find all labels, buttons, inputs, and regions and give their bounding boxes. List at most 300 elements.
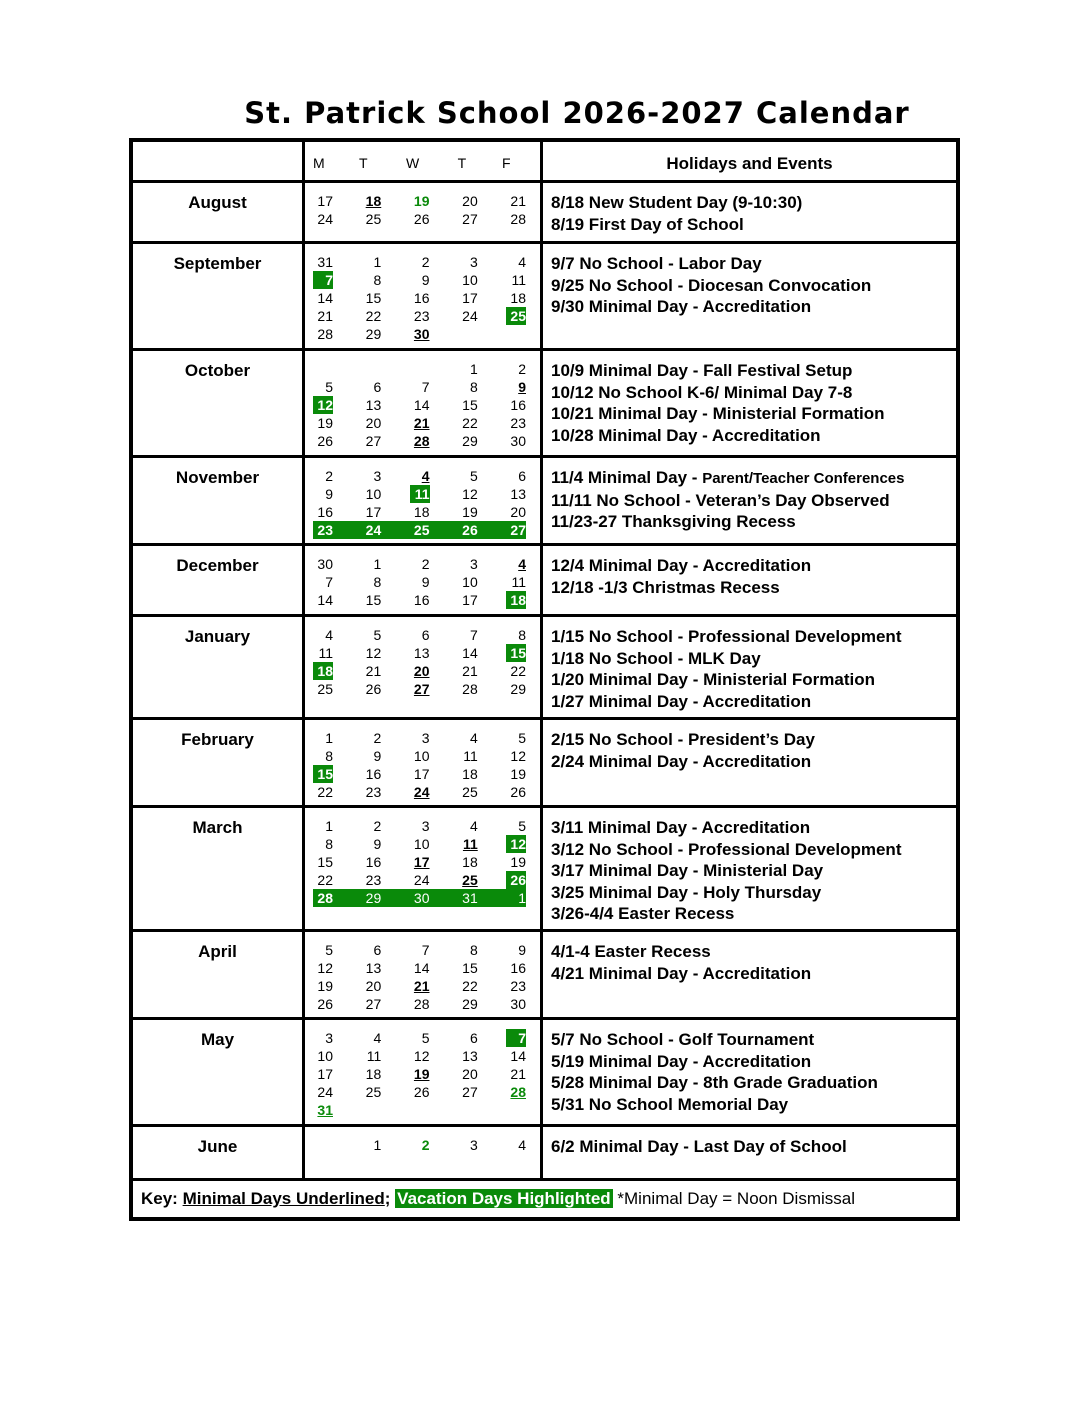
day: 16 [317, 504, 333, 520]
day: 5 [421, 1030, 430, 1046]
events-list [543, 546, 956, 614]
day: 2 [373, 818, 382, 834]
month-days [305, 1127, 543, 1178]
month-header-cell [133, 142, 305, 180]
month-days [305, 808, 543, 929]
day: 10 [413, 748, 430, 764]
events-list [543, 720, 956, 805]
day: 8 [518, 627, 526, 643]
day: 10 [413, 836, 430, 852]
events-list [543, 808, 956, 929]
day: 12 [313, 396, 333, 414]
day: 21 [413, 415, 430, 431]
day: 24 [462, 308, 478, 324]
day: 4 [518, 254, 526, 270]
day: 24 [413, 784, 430, 800]
event: 10/28 Minimal Day - Accreditation [551, 425, 821, 445]
day: 12 [365, 645, 382, 661]
event: 3/17 Minimal Day - Ministerial Day [551, 861, 824, 880]
day: 19 [317, 415, 333, 431]
day: 31 [317, 254, 333, 270]
day: 17 [317, 193, 333, 209]
month-days [305, 351, 543, 455]
day: 3 [325, 1030, 333, 1046]
day: 28 [317, 890, 333, 906]
day: 1 [373, 254, 382, 270]
day: 27 [365, 996, 382, 1012]
day: 17 [462, 592, 478, 608]
day: 30 [317, 556, 333, 572]
day: 16 [510, 397, 526, 413]
page-title: St. Patrick School 2026-2027 Calendar [244, 96, 910, 130]
day: 8 [469, 942, 478, 958]
day: 9 [518, 379, 526, 395]
day: 15 [506, 644, 526, 662]
month-days [305, 932, 543, 1017]
day: 23 [510, 978, 526, 994]
event: 12/18 -1/3 Christmas Recess [551, 577, 780, 597]
day [361, 1101, 381, 1119]
month-row-february [133, 720, 956, 808]
event: 8/18 New Student Day (9-10:30) [551, 193, 803, 212]
day: 19 [317, 978, 333, 994]
day: 2 [325, 468, 333, 484]
events-list [543, 244, 956, 348]
day: 6 [373, 379, 382, 395]
vacation-band [313, 521, 526, 539]
day: 29 [510, 681, 526, 697]
day: 11 [410, 485, 430, 503]
day: 9 [373, 748, 382, 764]
day: 25 [365, 1084, 382, 1100]
day: 5 [518, 818, 526, 834]
month-row-august [133, 183, 956, 244]
day: 7 [313, 271, 333, 289]
events-list [543, 1020, 956, 1124]
day: 3 [421, 730, 430, 746]
event: 5/7 No School - Golf Tournament [551, 1030, 815, 1049]
day: 7 [421, 942, 430, 958]
day: 26 [413, 211, 430, 227]
day: 11 [463, 748, 478, 764]
events-list [543, 932, 956, 1017]
day: 25 [413, 522, 430, 538]
month-days [305, 1020, 543, 1124]
day: 5 [325, 942, 333, 958]
month-row-may [133, 1020, 956, 1127]
event: 3/25 Minimal Day - Holy Thursday [551, 882, 822, 902]
month-days [305, 617, 543, 717]
day: 29 [462, 996, 478, 1012]
day: 21 [413, 978, 430, 994]
day: 1 [325, 818, 333, 834]
month-row-march [133, 808, 956, 932]
month-row-october [133, 351, 956, 458]
day: 19 [413, 193, 430, 209]
event: 11/4 Minimal Day - Parent/Teacher Conferences [551, 468, 905, 487]
header-row [133, 142, 956, 183]
events-list [543, 183, 956, 241]
event: 3/26-4/4 Easter Recess [551, 904, 735, 923]
month-name: April [133, 932, 305, 1017]
day: 23 [365, 784, 382, 800]
day: 3 [469, 556, 478, 572]
day: 22 [510, 663, 526, 679]
event: 12/4 Minimal Day - Accreditation [551, 556, 812, 575]
day: 20 [462, 193, 478, 209]
day: 9 [325, 486, 333, 502]
day: 8 [373, 574, 382, 590]
day: 29 [365, 890, 382, 906]
month-name: October [133, 351, 305, 455]
day: 26 [510, 784, 526, 800]
day: 15 [365, 592, 382, 608]
event: 5/19 Minimal Day - Accreditation [551, 1051, 812, 1071]
day: 13 [365, 397, 382, 413]
day: 16 [413, 290, 430, 306]
event: 10/12 No School K-6/ Minimal Day 7-8 [551, 382, 853, 402]
day: 21 [365, 663, 382, 679]
day: 4 [373, 1030, 382, 1046]
day: 4 [469, 730, 478, 746]
day [458, 325, 478, 343]
day: 28 [462, 681, 478, 697]
day: 8 [325, 748, 333, 764]
day: 27 [510, 522, 526, 538]
day: 11 [511, 272, 526, 288]
event: 10/9 Minimal Day - Fall Festival Setup [551, 361, 853, 380]
day: 27 [462, 1084, 478, 1100]
day-header: T [359, 155, 368, 171]
day: 5 [325, 379, 333, 395]
event: 9/30 Minimal Day - Accreditation [551, 297, 812, 316]
day: 26 [317, 996, 333, 1012]
day: 18 [506, 591, 526, 609]
day: 3 [469, 254, 478, 270]
day: 16 [510, 960, 526, 976]
day: 28 [413, 433, 430, 449]
day: 5 [518, 730, 526, 746]
day: 11 [511, 574, 526, 590]
event: 3/12 No School - Professional Development [551, 839, 902, 859]
day: 26 [317, 433, 333, 449]
day: 25 [506, 307, 526, 325]
month-days [305, 244, 543, 348]
day: 18 [462, 766, 478, 782]
month-name: January [133, 617, 305, 717]
day: 18 [462, 854, 478, 870]
day: 14 [413, 397, 430, 413]
day: 14 [413, 960, 430, 976]
month-days [305, 458, 543, 543]
calendar-table [129, 138, 960, 1221]
key-highlighted: Vacation Days Highlighted [397, 1189, 611, 1208]
month-days [305, 546, 543, 614]
day-header: W [406, 155, 420, 171]
month-row-january [133, 617, 956, 720]
day: 7 [421, 379, 430, 395]
day [313, 1136, 333, 1154]
day [410, 360, 430, 378]
day: 14 [317, 290, 333, 306]
event: 4/21 Minimal Day - Accreditation [551, 963, 812, 983]
day: 31 [462, 890, 478, 906]
day [410, 1101, 430, 1119]
day: 30 [510, 433, 526, 449]
day: 20 [365, 415, 382, 431]
key-separator: ; [384, 1189, 391, 1208]
day: 27 [462, 211, 478, 227]
day: 24 [317, 1084, 333, 1100]
day: 21 [510, 193, 526, 209]
day: 12 [317, 960, 333, 976]
day: 12 [510, 748, 526, 764]
events-header: Holidays and Events [666, 154, 833, 173]
day: 11 [366, 1048, 382, 1064]
weekday-header [305, 142, 543, 180]
day: 8 [469, 379, 478, 395]
day: 21 [510, 1066, 526, 1082]
day: 16 [365, 854, 382, 870]
day: 1 [325, 730, 333, 746]
day: 13 [413, 645, 430, 661]
day: 2 [421, 556, 430, 572]
day: 27 [413, 681, 430, 697]
day: 30 [413, 326, 430, 342]
month-name: May [133, 1020, 305, 1124]
day: 20 [365, 978, 382, 994]
day: 4 [421, 468, 430, 484]
day: 26 [506, 871, 526, 889]
day: 9 [421, 574, 430, 590]
day: 28 [510, 211, 526, 227]
day: 11 [462, 836, 478, 852]
day: 30 [413, 890, 430, 906]
day: 18 [365, 1066, 382, 1082]
day-header: M [313, 155, 325, 171]
events-list [543, 458, 956, 543]
day: 27 [365, 433, 382, 449]
event: 4/1-4 Easter Recess [551, 942, 711, 961]
day: 10 [462, 272, 478, 288]
day: 19 [462, 504, 478, 520]
vacation-band [313, 889, 526, 907]
day: 24 [365, 522, 382, 538]
day: 8 [373, 272, 382, 288]
event: 3/11 Minimal Day - Accreditation [551, 818, 811, 837]
day: 19 [510, 766, 526, 782]
day: 19 [510, 854, 526, 870]
day: 21 [317, 308, 333, 324]
day: 22 [365, 308, 382, 324]
event: 10/21 Minimal Day - Ministerial Formation [551, 404, 885, 423]
day: 20 [413, 663, 430, 679]
day: 2 [518, 361, 526, 377]
day: 12 [413, 1048, 430, 1064]
day-header: T [457, 155, 467, 171]
day: 26 [413, 1084, 430, 1100]
day: 16 [365, 766, 382, 782]
day: 17 [317, 1066, 333, 1082]
day: 14 [510, 1048, 526, 1064]
events-list [543, 617, 956, 717]
day: 20 [510, 504, 526, 520]
day: 12 [462, 486, 478, 502]
day: 13 [510, 486, 526, 502]
day: 4 [518, 556, 526, 572]
month-name: September [133, 244, 305, 348]
day: 16 [413, 592, 430, 608]
day: 13 [462, 1048, 478, 1064]
event: 1/20 Minimal Day - Ministerial Formation [551, 670, 876, 689]
day: 28 [510, 1084, 526, 1100]
day: 24 [317, 211, 333, 227]
day: 26 [365, 681, 382, 697]
day: 5 [373, 627, 382, 643]
event: 9/25 No School - Diocesan Convocation [551, 275, 872, 295]
day: 17 [413, 766, 430, 782]
day: 2 [421, 254, 430, 270]
day: 20 [462, 1066, 478, 1082]
day: 12 [506, 835, 526, 853]
day: 15 [313, 765, 333, 783]
day: 18 [365, 193, 382, 209]
day: 3 [421, 818, 430, 834]
day: 28 [413, 996, 430, 1012]
day [361, 360, 381, 378]
event: 8/19 First Day of School [551, 214, 744, 234]
day [458, 1101, 478, 1119]
day: 22 [462, 978, 478, 994]
day: 1 [469, 361, 478, 377]
day: 25 [365, 211, 382, 227]
day: 7 [506, 1029, 526, 1047]
month-row-april [133, 932, 956, 1020]
day: 17 [413, 854, 430, 870]
day: 1 [518, 890, 526, 906]
day: 23 [510, 415, 526, 431]
day: 6 [469, 1030, 478, 1046]
key-underlined: Minimal Days Underlined [182, 1189, 385, 1208]
event: 2/15 No School - President’s Day [551, 730, 815, 749]
day: 25 [462, 784, 478, 800]
day: 18 [413, 504, 430, 520]
day: 21 [462, 663, 478, 679]
legend [133, 1181, 863, 1217]
day: 17 [365, 504, 382, 520]
day: 9 [421, 272, 430, 288]
event: 11/23-27 Thanksgiving Recess [551, 512, 796, 531]
day: 17 [462, 290, 478, 306]
day: 30 [510, 996, 526, 1012]
month-days [305, 720, 543, 805]
month-row-september [133, 244, 956, 351]
day: 7 [469, 627, 478, 643]
day: 15 [462, 397, 478, 413]
day: 15 [317, 854, 333, 870]
day: 24 [413, 872, 430, 888]
event: 2/24 Minimal Day - Accreditation [551, 751, 812, 771]
day: 4 [518, 1137, 526, 1153]
day: 6 [421, 627, 430, 643]
day: 18 [510, 290, 526, 306]
event: 1/18 No School - MLK Day [551, 648, 761, 668]
month-days [305, 183, 543, 241]
day: 22 [317, 784, 333, 800]
month-row-december [133, 546, 956, 617]
events-list [543, 351, 956, 455]
day: 7 [325, 574, 333, 590]
day: 25 [317, 681, 333, 697]
event: 1/15 No School - Professional Development [551, 627, 902, 646]
day: 2 [373, 730, 382, 746]
day: 28 [317, 326, 333, 342]
month-name: June [133, 1127, 305, 1178]
day: 19 [413, 1066, 430, 1082]
day: 3 [469, 1137, 478, 1153]
day: 31 [317, 1102, 333, 1118]
day: 29 [365, 326, 382, 342]
event: 1/27 Minimal Day - Accreditation [551, 691, 812, 711]
month-name: August [133, 183, 305, 241]
day: 2 [421, 1137, 430, 1153]
day [313, 360, 333, 378]
month-name: February [133, 720, 305, 805]
day: 3 [373, 468, 382, 484]
day: 10 [462, 574, 478, 590]
day [506, 325, 526, 343]
day: 5 [469, 468, 478, 484]
key-row [133, 1181, 956, 1217]
day: 22 [462, 415, 478, 431]
day: 14 [462, 645, 478, 661]
day: 26 [462, 522, 478, 538]
event: 11/11 No School - Veteran’s Day Observed [551, 490, 890, 510]
month-row-november [133, 458, 956, 546]
event: 6/2 Minimal Day - Last Day of School [551, 1137, 847, 1156]
event: 5/28 Minimal Day - 8th Grade Graduation [551, 1073, 878, 1092]
day: 4 [469, 818, 478, 834]
day: 15 [462, 960, 478, 976]
day: 10 [317, 1048, 333, 1064]
month-name: November [133, 458, 305, 543]
day: 23 [413, 308, 430, 324]
key-label: Key: [141, 1189, 178, 1208]
day: 15 [365, 290, 382, 306]
event: 5/31 No School Memorial Day [551, 1094, 789, 1114]
event: 9/7 No School - Labor Day [551, 254, 762, 273]
events-list [543, 1127, 956, 1178]
day: 6 [373, 942, 382, 958]
month-row-june [133, 1127, 956, 1181]
day: 23 [365, 872, 382, 888]
day: 9 [518, 942, 526, 958]
month-name: December [133, 546, 305, 614]
day: 13 [365, 960, 382, 976]
day-header: F [502, 155, 511, 171]
month-name: March [133, 808, 305, 929]
day: 10 [365, 486, 382, 502]
day: 4 [325, 627, 333, 643]
day: 1 [373, 556, 382, 572]
day: 18 [313, 662, 333, 680]
day [506, 1101, 526, 1119]
day: 22 [317, 872, 333, 888]
day: 1 [373, 1137, 382, 1153]
day: 6 [518, 468, 526, 484]
key-note: *Minimal Day = Noon Dismissal [617, 1189, 855, 1208]
day: 11 [318, 645, 333, 661]
